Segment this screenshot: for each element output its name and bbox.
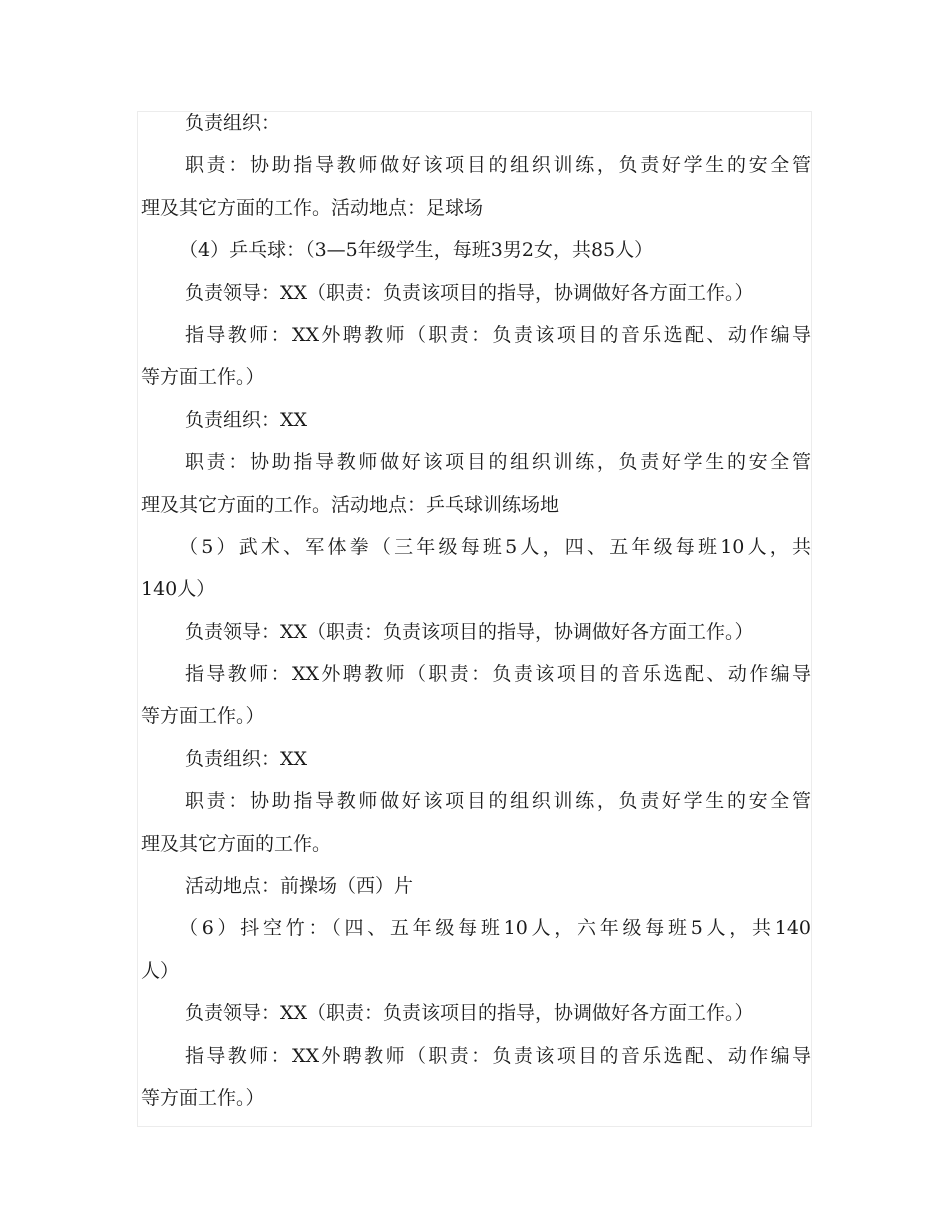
text-line: 负责组织：XX — [185, 408, 308, 431]
text-line: 负责领导：XX（职责：负责该项目的指导，协调做好各方面工作。） — [185, 281, 754, 304]
text-line: 指导教师：XX外聘教师（职责：负责该项目的音乐选配、动作编导 — [185, 323, 811, 346]
text-line: 职责：协助指导教师做好该项目的组织训练，负责好学生的安全管 — [185, 451, 811, 474]
text-line: 职责：协助指导教师做好该项目的组织训练，负责好学生的安全管 — [185, 790, 811, 813]
text-line: 等方面工作。） — [141, 366, 265, 389]
text-line: 负责领导：XX（职责：负责该项目的指导，协调做好各方面工作。） — [185, 620, 754, 643]
text-line: 负责组织：XX — [185, 747, 308, 770]
text-line: 理及其它方面的工作。活动地点：乒乓球训练场地 — [141, 493, 560, 516]
text-line: 等方面工作。） — [141, 705, 265, 728]
text-line: 人） — [141, 959, 180, 982]
section-heading: （4）乒乓球：（3—5年级学生，每班3男2女，共85人） — [179, 239, 654, 262]
text-line: 指导教师：XX外聘教师（职责：负责该项目的音乐选配、动作编导 — [185, 663, 811, 686]
text-line: 140人） — [141, 578, 216, 601]
text-line: 等方面工作。） — [141, 1086, 265, 1109]
text-line: 理及其它方面的工作。 — [141, 832, 332, 855]
section-heading: （5）武术、军体拳（三年级每班5人，四、五年级每班10人，共 — [179, 535, 811, 558]
text-line: 理及其它方面的工作。活动地点：足球场 — [141, 196, 484, 219]
text-line: 指导教师：XX外聘教师（职责：负责该项目的音乐选配、动作编导 — [185, 1044, 811, 1067]
text-line: 负责领导：XX（职责：负责该项目的指导，协调做好各方面工作。） — [185, 1002, 754, 1025]
document-body — [141, 102, 813, 1119]
text-line: 活动地点：前操场（西）片 — [185, 875, 414, 898]
section-heading: （6）抖空竹：（四、五年级每班10人，六年级每班5人，共140 — [179, 917, 811, 940]
text-line: 职责：协助指导教师做好该项目的组织训练，负责好学生的安全管 — [185, 154, 811, 177]
text-line: 负责组织： — [185, 112, 281, 134]
